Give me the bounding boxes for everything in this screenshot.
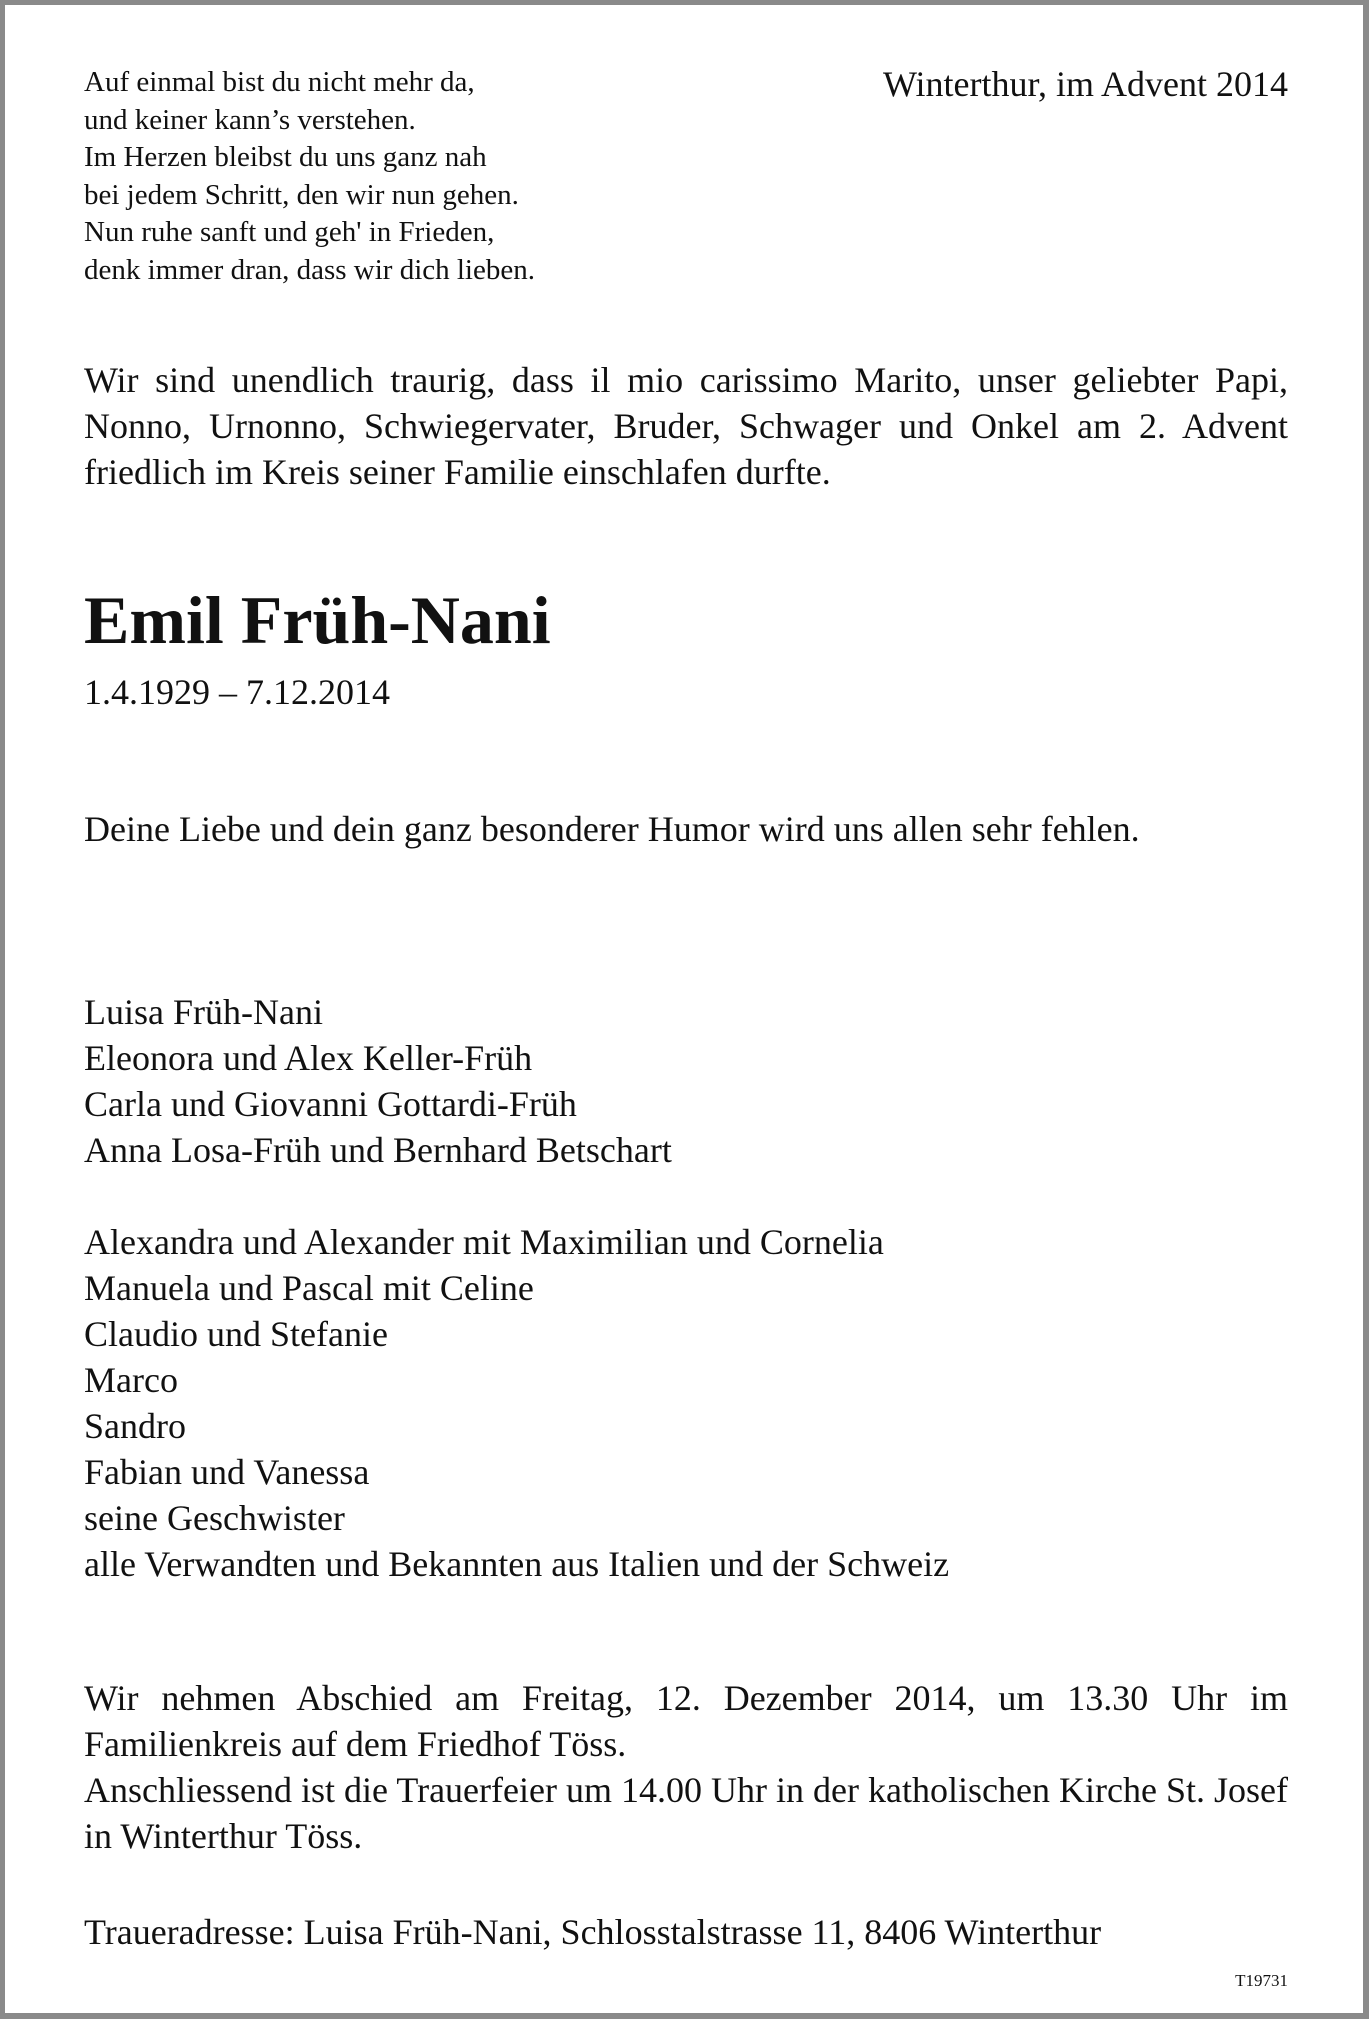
mourning-address: Traueradresse: Luisa Früh-Nani, Schlosstalstrasse 11, 8406 Winterthur bbox=[84, 1912, 1102, 1952]
relative-item: Manuela und Pascal mit Celine bbox=[84, 1268, 534, 1308]
deceased-name: Emil Früh-Nani bbox=[84, 582, 551, 658]
life-dates: 1.4.1929 – 7.12.2014 bbox=[84, 672, 390, 712]
farewell-details bbox=[84, 1675, 1288, 1859]
poem-line: Nun ruhe sanft und geh' in Frieden, bbox=[84, 216, 495, 248]
mourners-list bbox=[84, 989, 672, 1173]
relative-item: Alexandra und Alexander mit Maximilian und Cornelia bbox=[84, 1222, 884, 1262]
relative-item: Claudio und Stefanie bbox=[84, 1314, 388, 1354]
relative-item: Sandro bbox=[84, 1406, 186, 1446]
place-and-date: Winterthur, im Advent 2014 bbox=[882, 64, 1288, 104]
poem-line: Auf einmal bist du nicht mehr da, bbox=[84, 66, 475, 98]
burial-info: Wir nehmen Abschied am Freitag, 12. Dezember 2014, um 13.30 Uhr im Familienkreis auf dem Friedhof Töss. bbox=[84, 1678, 1288, 1764]
relative-item: Marco bbox=[84, 1360, 178, 1400]
relative-item: seine Geschwister bbox=[84, 1498, 345, 1538]
intro-paragraph: Wir sind unendlich traurig, dass il mio carissimo Marito, unser geliebter Papi, Nonno, Urnonno, Schwiegervater, Bruder, Schwager und Onkel am 2. Advent friedlich im Kreis seiner Familie einschlafen durfte. bbox=[84, 360, 1288, 492]
poem bbox=[84, 64, 704, 289]
mourner-item: Eleonora und Alex Keller-Früh bbox=[84, 1038, 533, 1078]
reference-code: T19731 bbox=[1235, 1971, 1288, 1990]
poem-line: denk immer dran, dass wir dich lieben. bbox=[84, 253, 535, 286]
mourner-item: Luisa Früh-Nani bbox=[84, 992, 323, 1032]
poem-line: Im Herzen bleibst du uns ganz nah bbox=[84, 141, 487, 173]
poem-line: bei jedem Schritt, den wir nun gehen. bbox=[84, 178, 519, 211]
relative-item: alle Verwandten und Bekannten aus Italien und der Schweiz bbox=[84, 1544, 950, 1584]
mourner-item: Anna Losa-Früh und Bernhard Betschart bbox=[84, 1130, 672, 1170]
relative-item: Fabian und Vanessa bbox=[84, 1452, 370, 1492]
poem-line: und keiner kann’s verstehen. bbox=[84, 103, 416, 136]
relatives-list bbox=[84, 1219, 949, 1587]
service-info: Anschliessend ist die Trauerfeier um 14.00 Uhr in der katholischen Kirche St. Josef in Winterthur Töss. bbox=[84, 1770, 1288, 1856]
tribute-paragraph: Deine Liebe und dein ganz besonderer Humor wird uns allen sehr fehlen. bbox=[84, 809, 1140, 849]
mourner-item: Carla und Giovanni Gottardi-Früh bbox=[84, 1084, 577, 1124]
